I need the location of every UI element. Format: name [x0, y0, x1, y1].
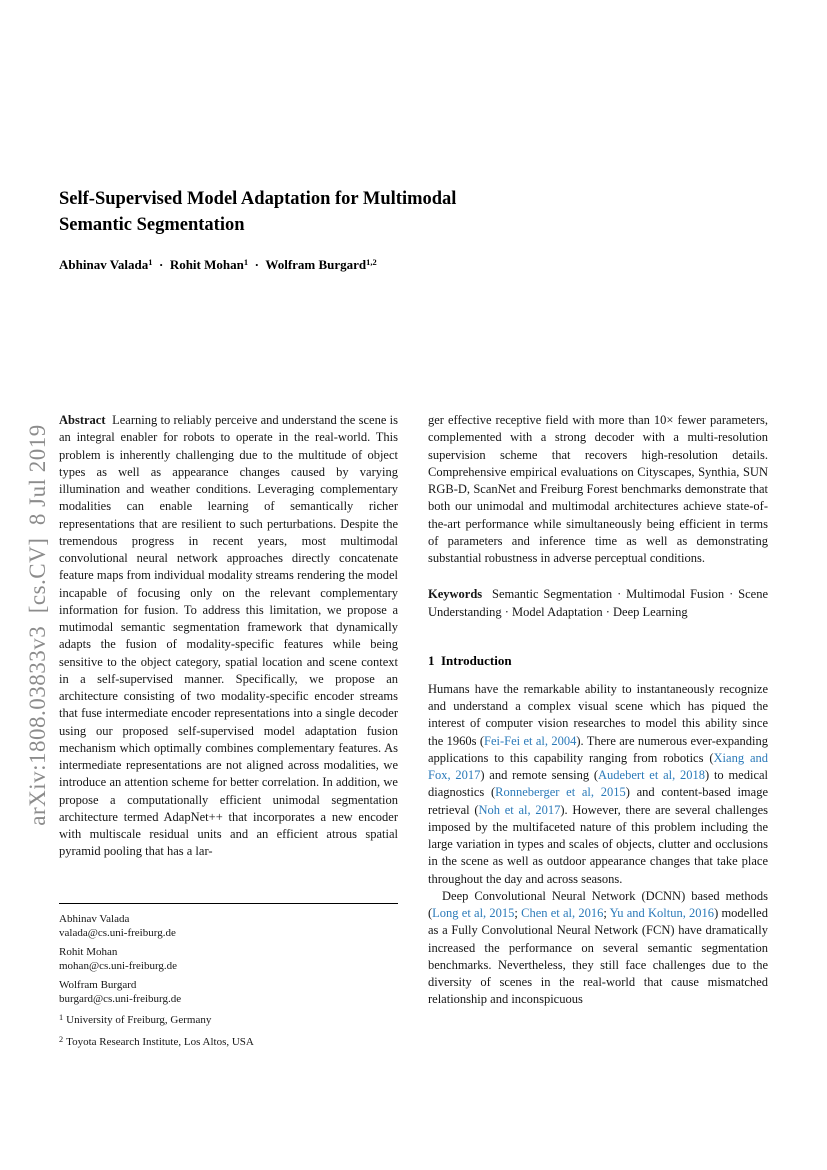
paper-title-line-1: Self-Supervised Model Adaptation for Multimodal	[59, 189, 457, 209]
intro-paragraph-1: Humans have the remarkable ability to instantaneously recognize and understand a complex visual scene which has piqued the interest of computer vision researches to model this ability since the 1960s (Fei-Fei et al, 2004). There are numerous ever-expanding applications to this capability ranging from robotics (Xiang and Fox, 2017) and remote sensing (Audebert et al, 2018) to medical diagnostics (Ronneberger et al, 2015) and content-based image retrieval (Noh et al, 2017). However, there are several challenges imposed by the multifaceted nature of this problem including the large variation in types and scales of objects, clutter and occlusions in the scene as well as outdoor appearance changes that take place throughout the day and across seasons.	[428, 681, 769, 886]
abstract: Abstract Learning to reliably perceive and understand the scene is an integral enabler for robots to operate in the real-world. This problem is inherently challenging due to the multitude of object types as well as appearance changes caused by varying illumination and weather conditions. Leveraging complementary modalities can enable learning of semantically richer representations that are resilient to such perturbations. Despite the tremendous progress in recent years, most multimodal convolutional neural network approaches directly concatenate feature maps from individual modality streams rendering the model incapable of focusing only on the relevant complementary information for fusion. To address this limitation, we propose a mutimodal semantic segmentation framework that dynamically adapts the fusion of modality-specific features while being sensitive to the object category, spatial location and scene context in a self-supervised manner. Specifically, we propose an architecture consisting of two modality-specific encoder streams that fuse intermediate encoder representations into a single decoder using our proposed self-supervised model adaptation fusion mechanism which optimally combines complementary features. As intermediate representations are not aligned across modalities, we introduce an attention scheme for better correlation. In addition, we propose a computationally efficient unimodal segmentation architecture termed AdapNet++ that incorporates a new encoder with multiscale residual units and an efficient atrous spatial pyramid pooling that has a lar-	[59, 413, 398, 859]
footnote-author-3	[59, 979, 398, 1006]
affiliation-text: Toyota Research Institute, Los Altos, USA	[66, 1035, 254, 1048]
citation-link[interactable]: Ronneberger et al, 2015	[495, 785, 626, 800]
paper-title	[59, 186, 659, 238]
author-name: Rohit Mohan	[59, 946, 118, 958]
paper-header	[59, 186, 659, 273]
right-column	[428, 412, 768, 1009]
author-name: Abhinav Valada	[59, 913, 130, 925]
affiliation-text: University of Freiburg, Germany	[66, 1014, 212, 1026]
paper-title-line-2: Semantic Segmentation	[59, 215, 245, 235]
keywords-line: Keywords Semantic Segmentation · Multimodal Fusion · Scene Understanding · Model Adaptation · Deep Learning	[428, 587, 768, 619]
footnote-author-1	[59, 913, 398, 940]
citation-link[interactable]: Xiang and Fox, 2017	[428, 750, 768, 782]
abstract-continued: ger effective receptive field with more than 10× fewer parameters, complemented with a strong decoder with a multi-resolution supervision scheme that recovers high-resolution details. Comprehensive empirical evaluations on Cityscapes, Synthia, SUN RGB-D, ScanNet and Freiburg Forest benchmarks demonstrate that both our unimodal and multimodal architectures achieve state-of-the-art performance while simultaneously being efficient in terms of parameters and inference time as well as demonstrating substantial robustness in adverse perceptual conditions.	[428, 413, 768, 565]
footnote-rule	[59, 903, 398, 904]
affiliation-marker: 2	[59, 1034, 64, 1044]
citation-link[interactable]: Chen et al, 2016	[521, 906, 604, 920]
citation-link[interactable]: Long et al, 2015	[432, 906, 515, 920]
author-line: Abhinav Valada$^1$ · Rohit Mohan$^1$ · Wolfram Burgard$^{1,2}$	[59, 257, 377, 272]
affiliation-2	[59, 1036, 398, 1050]
citation-link[interactable]: Yu and Koltun, 2016	[609, 906, 715, 920]
author-email: mohan@cs.uni-freiburg.de	[59, 959, 178, 972]
affiliation-1	[59, 1014, 398, 1028]
intro-paragraph-2: Deep Convolutional Neural Network (DCNN) based methods (Long et al, 2015; Chen et al, 2016; Yu and Koltun, 2016) modelled as a Fully Convolutional Neural Network (FCN) have dramatically increased the performance on several semantic segmentation benchmarks. Nevertheless, they still face challenges due to the diversity of scenes in the real-world that cause mismatched relationship and inconspicuous	[428, 888, 768, 1007]
author-email: burgard@cs.uni-freiburg.de	[59, 992, 182, 1005]
affiliation-marker: 1	[59, 1013, 64, 1023]
citation-link[interactable]: Noh et al, 2017	[478, 802, 561, 817]
footnotes-block	[59, 903, 398, 1049]
left-column	[59, 412, 398, 861]
footnote-author-2	[59, 946, 398, 973]
citation-link[interactable]: Audebert et al, 2018	[598, 768, 706, 782]
author-email: valada@cs.uni-freiburg.de	[59, 926, 176, 939]
citation-link[interactable]: Fei-Fei et al, 2004	[484, 733, 577, 748]
section-heading-introduction: 1 Introduction	[428, 652, 512, 668]
author-name: Wolfram Burgard	[59, 979, 137, 991]
arxiv-watermark: arXiv:1808.03833v3 [cs.CV] 8 Jul 2019	[25, 424, 50, 826]
